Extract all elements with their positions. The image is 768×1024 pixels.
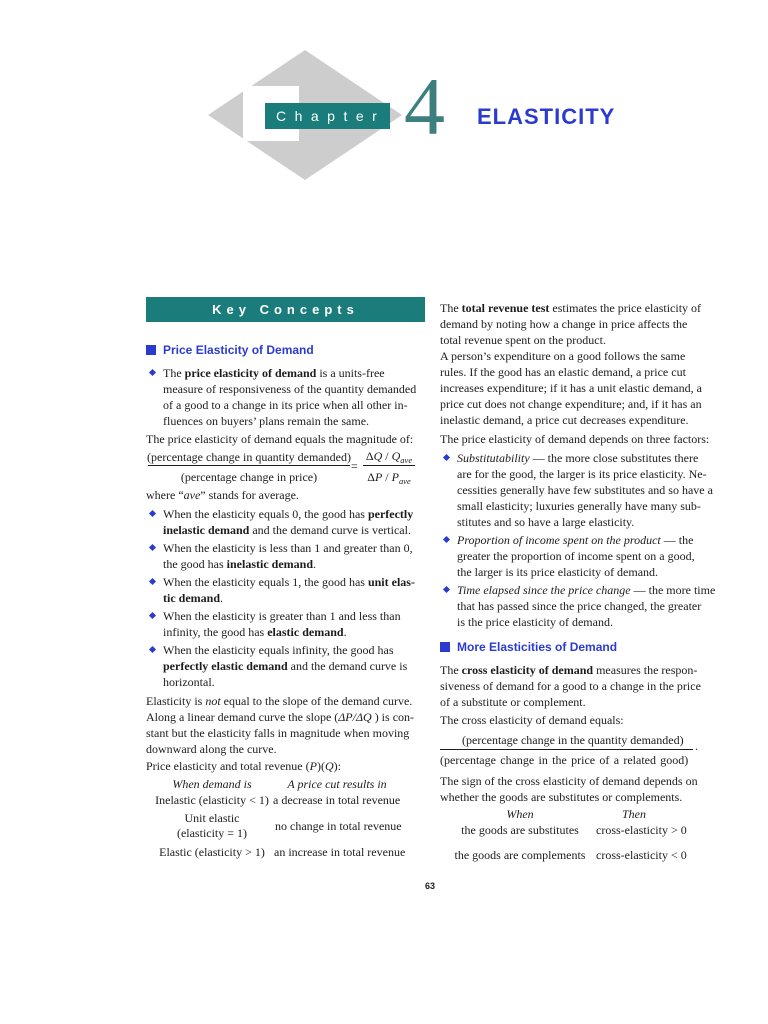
bullet-item [146, 506, 415, 538]
cross-equals-text [440, 712, 624, 728]
text-run: and the demand curve is [287, 659, 408, 673]
text-run: / [382, 470, 392, 484]
text-line [163, 674, 415, 690]
text-line [440, 694, 701, 710]
fraction-bar [363, 465, 415, 466]
text-line [163, 624, 415, 640]
factors-intro-text [440, 431, 709, 447]
text-line [163, 608, 415, 624]
text-line [146, 693, 414, 709]
bullet-item [146, 642, 415, 690]
italic-term: P [309, 759, 317, 773]
text-run: small elasticity; luxuries generally have many sub- [457, 499, 701, 513]
text-run: estimates the price elasticity of [549, 301, 702, 315]
bullet-item [440, 532, 715, 580]
text-line [163, 413, 416, 429]
italic-term: ave [183, 488, 201, 502]
equals-sign: = [351, 459, 358, 473]
text-line [163, 642, 415, 658]
table-cell: no change in total revenue [275, 819, 402, 833]
text-line [440, 380, 702, 396]
italic-term: not [205, 694, 221, 708]
italic-term: Time elapsed since the price change [457, 583, 631, 597]
text-run: ” stands for average. [200, 488, 299, 502]
diamond-bullet-icon [149, 544, 156, 551]
text-run: The sign of the cross elasticity of demand depends on [440, 774, 698, 788]
text-run: whether the goods are substitutes or complements. [440, 790, 683, 804]
bold-term: inelastic demand [163, 523, 250, 537]
text-line [457, 450, 715, 466]
bold-term: total revenue test [461, 301, 550, 315]
text-run: is a units-free [316, 366, 385, 380]
formula-denominator-words: (percentage change in price) [180, 470, 318, 484]
text-line [440, 431, 709, 447]
text-run: of a substitute or complement. [440, 695, 586, 709]
table-cell: Elastic (elasticity > 1) [159, 845, 265, 859]
text-run: stitutes and so have a large elasticity. [457, 515, 635, 529]
fraction-bar [440, 749, 693, 750]
text-line [163, 397, 416, 413]
text-run: The [163, 366, 185, 380]
text-run: The price elasticity of demand equals the magnitude of: [146, 432, 414, 446]
table-header: When [506, 807, 534, 821]
text-run: The price elasticity of demand depends on three factors: [440, 432, 710, 446]
text-run: infinity, the good has [163, 625, 268, 639]
bold-term: cross elasticity of demand [461, 663, 594, 677]
table-cell: Inelastic (elasticity < 1) [155, 793, 269, 807]
text-run: The cross elasticity of demand equals: [440, 713, 624, 727]
total-revenue-test-paragraph [440, 300, 701, 348]
elasticity-cases-list [146, 506, 415, 690]
text-run: inelastic demand, a price cut decreases expenditure. [440, 413, 689, 427]
text-run: demand by noting how a change in price affects the [440, 317, 688, 331]
text-run: is the price elasticity of demand. [457, 615, 613, 629]
text-line [163, 556, 415, 572]
table-cell: the goods are complements [454, 848, 586, 862]
text-line [440, 773, 698, 789]
section-heading-price-elasticity [146, 342, 314, 358]
revenue-intro-text [146, 758, 341, 774]
text-line [440, 396, 702, 412]
text-line [440, 712, 624, 728]
sign-paragraph [440, 773, 698, 805]
text-run: Price elasticity and total revenue ( [146, 759, 310, 773]
text-run: The [440, 301, 462, 315]
text-run: are for the good, the larger is its price elasticity. Ne- [457, 467, 707, 481]
diamond-bullet-icon [443, 536, 450, 543]
text-run: When the elasticity is greater than 1 and less than [163, 609, 401, 623]
text-run: When the elasticity equals 1, the good has [163, 575, 368, 589]
bullet-item [146, 540, 415, 572]
table-cell: a decrease in total revenue [273, 793, 401, 807]
fraction-bar [148, 465, 350, 466]
section-heading-text: More Elasticities of Demand [457, 640, 618, 654]
chapter-label: Chapter [265, 103, 390, 129]
text-run: Along a linear demand curve the slope ( [146, 710, 339, 724]
bold-term: unit elas- [367, 575, 415, 589]
text-line [163, 658, 415, 674]
italic-term: Proportion of income spent on the product [457, 533, 661, 547]
italic-term: Substitutability [457, 451, 530, 465]
text-line [146, 709, 414, 725]
italic-term: ΔP/ΔQ [338, 710, 375, 724]
text-run: downward along the curve. [146, 742, 277, 756]
text-line [146, 487, 299, 503]
text-run: measure of responsiveness of the quantity demanded [163, 382, 417, 396]
bullet-item [440, 450, 715, 530]
diamond-bullet-icon [149, 369, 156, 376]
bold-term: tic demand [163, 591, 220, 605]
text-run: stant but the elasticity falls in magnitude when moving [146, 726, 410, 740]
bold-term: perfectly [367, 507, 414, 521]
table-header: When demand is [172, 777, 252, 791]
slope-paragraph [146, 693, 414, 757]
text-run: total revenue spent on the product. [440, 333, 606, 347]
text-run: Elasticity is [146, 694, 206, 708]
text-line [457, 582, 715, 598]
chapter-diamond-graphic [0, 0, 768, 200]
subscript-text: ave [398, 476, 411, 486]
formula-period: . [695, 739, 698, 753]
text-line [440, 789, 698, 805]
subscript-text: ave [400, 455, 413, 465]
text-run: — the [660, 533, 694, 547]
text-line [440, 300, 701, 316]
equals-intro-text [146, 431, 413, 447]
text-run: where “ [146, 488, 184, 502]
table-cell: Unit elastic [184, 811, 240, 825]
text-run: greater the proportion of income spent on a good, [457, 549, 695, 563]
text-run: The [440, 663, 462, 677]
bold-term: elastic demand [267, 625, 344, 639]
table-cell: the goods are substitutes [461, 823, 579, 837]
text-run: . [220, 591, 223, 605]
factors-bullet-list [440, 450, 715, 630]
text-line [440, 678, 701, 694]
key-concepts-banner: Key Concepts [146, 297, 425, 322]
text-run: cessities generally have few substitutes and so have a [457, 483, 713, 497]
chapter-number: 4 [404, 61, 445, 152]
text-line [457, 514, 715, 530]
expenditure-paragraph [440, 348, 702, 428]
formula-denominator-symbols [362, 469, 416, 485]
text-line [457, 482, 715, 498]
text-run: / [382, 449, 392, 463]
text-line [457, 548, 715, 564]
text-line [163, 506, 415, 522]
diamond-bullet-icon [443, 454, 450, 461]
formula-numerator-symbols [362, 448, 416, 464]
text-run: When the elasticity is less than 1 and greater than 0, [163, 541, 413, 555]
cross-formula-numerator: (percentage change in the quantity demanded) [462, 733, 684, 747]
text-line [163, 365, 416, 381]
diamond-bullet-icon [443, 586, 450, 593]
text-run: fluences on buyers’ plans remain the same. [163, 414, 370, 428]
text-line [457, 498, 715, 514]
text-run: Δ [365, 449, 374, 463]
text-line [146, 725, 414, 741]
text-line [440, 316, 701, 332]
text-line [457, 564, 715, 580]
cross-formula-denominator: (percentage change in the price of a related good) [440, 753, 689, 767]
text-run: A person’s expenditure on a good follows the same [440, 349, 686, 363]
text-line [457, 614, 715, 630]
text-run: . [313, 557, 316, 571]
page-number: 63 [424, 881, 435, 891]
text-line [146, 741, 414, 757]
diamond-bullet-icon [149, 578, 156, 585]
heading-square-icon [440, 642, 450, 652]
text-run: horizontal. [163, 675, 215, 689]
text-line [440, 348, 702, 364]
diamond-bullet-icon [149, 646, 156, 653]
text-run: Δ [367, 470, 375, 484]
text-run: measures the respon- [593, 663, 698, 677]
text-run: increases expenditure; if it has a unit elastic demand, a [440, 381, 702, 395]
chapter-title: ELASTICITY [477, 104, 616, 129]
text-run: )( [316, 759, 325, 773]
bold-term: price elasticity of demand [184, 366, 317, 380]
text-line [146, 431, 413, 447]
table-cell: cross-elasticity < 0 [596, 848, 687, 862]
italic-term: P [374, 470, 383, 484]
text-line [163, 522, 415, 538]
bullet-item [146, 365, 416, 429]
text-run: the good has [163, 557, 227, 571]
formula-numerator-words: (percentage change in quantity demanded) [147, 450, 351, 464]
text-line [163, 381, 416, 397]
text-run: that has passed since the price changed, the greater [457, 599, 702, 613]
table-cell: (elasticity = 1) [176, 826, 248, 840]
text-run: rules. If the good has an elastic demand, a price cut [440, 365, 686, 379]
table-header: Then [622, 807, 646, 821]
text-line [163, 540, 415, 556]
text-run: When the elasticity equals infinity, the good has [163, 643, 394, 657]
text-line [440, 364, 702, 380]
bold-term: inelastic demand [226, 557, 313, 571]
text-run: equal to the slope of the demand curve. [220, 694, 413, 708]
diamond-bullet-icon [149, 612, 156, 619]
text-line [163, 590, 415, 606]
heading-square-icon [146, 345, 156, 355]
table-header: A price cut results in [287, 777, 387, 791]
text-run: When the elasticity equals 0, the good has [163, 507, 368, 521]
text-line [457, 466, 715, 482]
text-line [457, 598, 715, 614]
text-run: . [343, 625, 347, 639]
text-line [146, 758, 341, 774]
bullet-item [440, 582, 715, 630]
text-run: ): [333, 759, 341, 773]
italic-term: Q [373, 449, 383, 463]
text-run: — the more time [630, 583, 716, 597]
diamond-bullet-icon [149, 510, 156, 517]
bullet-item [146, 608, 415, 640]
text-line [163, 574, 415, 590]
table-cell: cross-elasticity > 0 [596, 823, 687, 837]
text-run: the larger is its price elasticity of demand. [457, 565, 659, 579]
text-run: — the more close substitutes there [529, 451, 699, 465]
cross-elasticity-definition [440, 662, 701, 710]
text-line [457, 532, 715, 548]
italic-term: Q [391, 449, 401, 463]
section-heading-text: Price Elasticity of Demand [163, 343, 314, 357]
bold-term: perfectly elastic demand [163, 659, 288, 673]
table-cell: an increase in total revenue [274, 845, 406, 859]
text-line [440, 662, 701, 678]
text-run: ) is con- [374, 710, 415, 724]
where-ave-text [146, 487, 299, 503]
text-line [440, 412, 702, 428]
text-run: siveness of demand for a good to a change in the price [440, 679, 701, 693]
text-line [440, 332, 701, 348]
italic-term: P [391, 470, 399, 484]
text-run: of a good to a change in its price when all other in- [163, 398, 408, 412]
section-heading-more-elasticities [440, 639, 617, 655]
bullet-item [146, 574, 415, 606]
text-run: price cut does not change expenditure; and, if it has an [440, 397, 702, 411]
text-run: and the demand curve is vertical. [249, 523, 411, 537]
definition-bullet-list [146, 365, 416, 429]
italic-term: Q [324, 759, 334, 773]
